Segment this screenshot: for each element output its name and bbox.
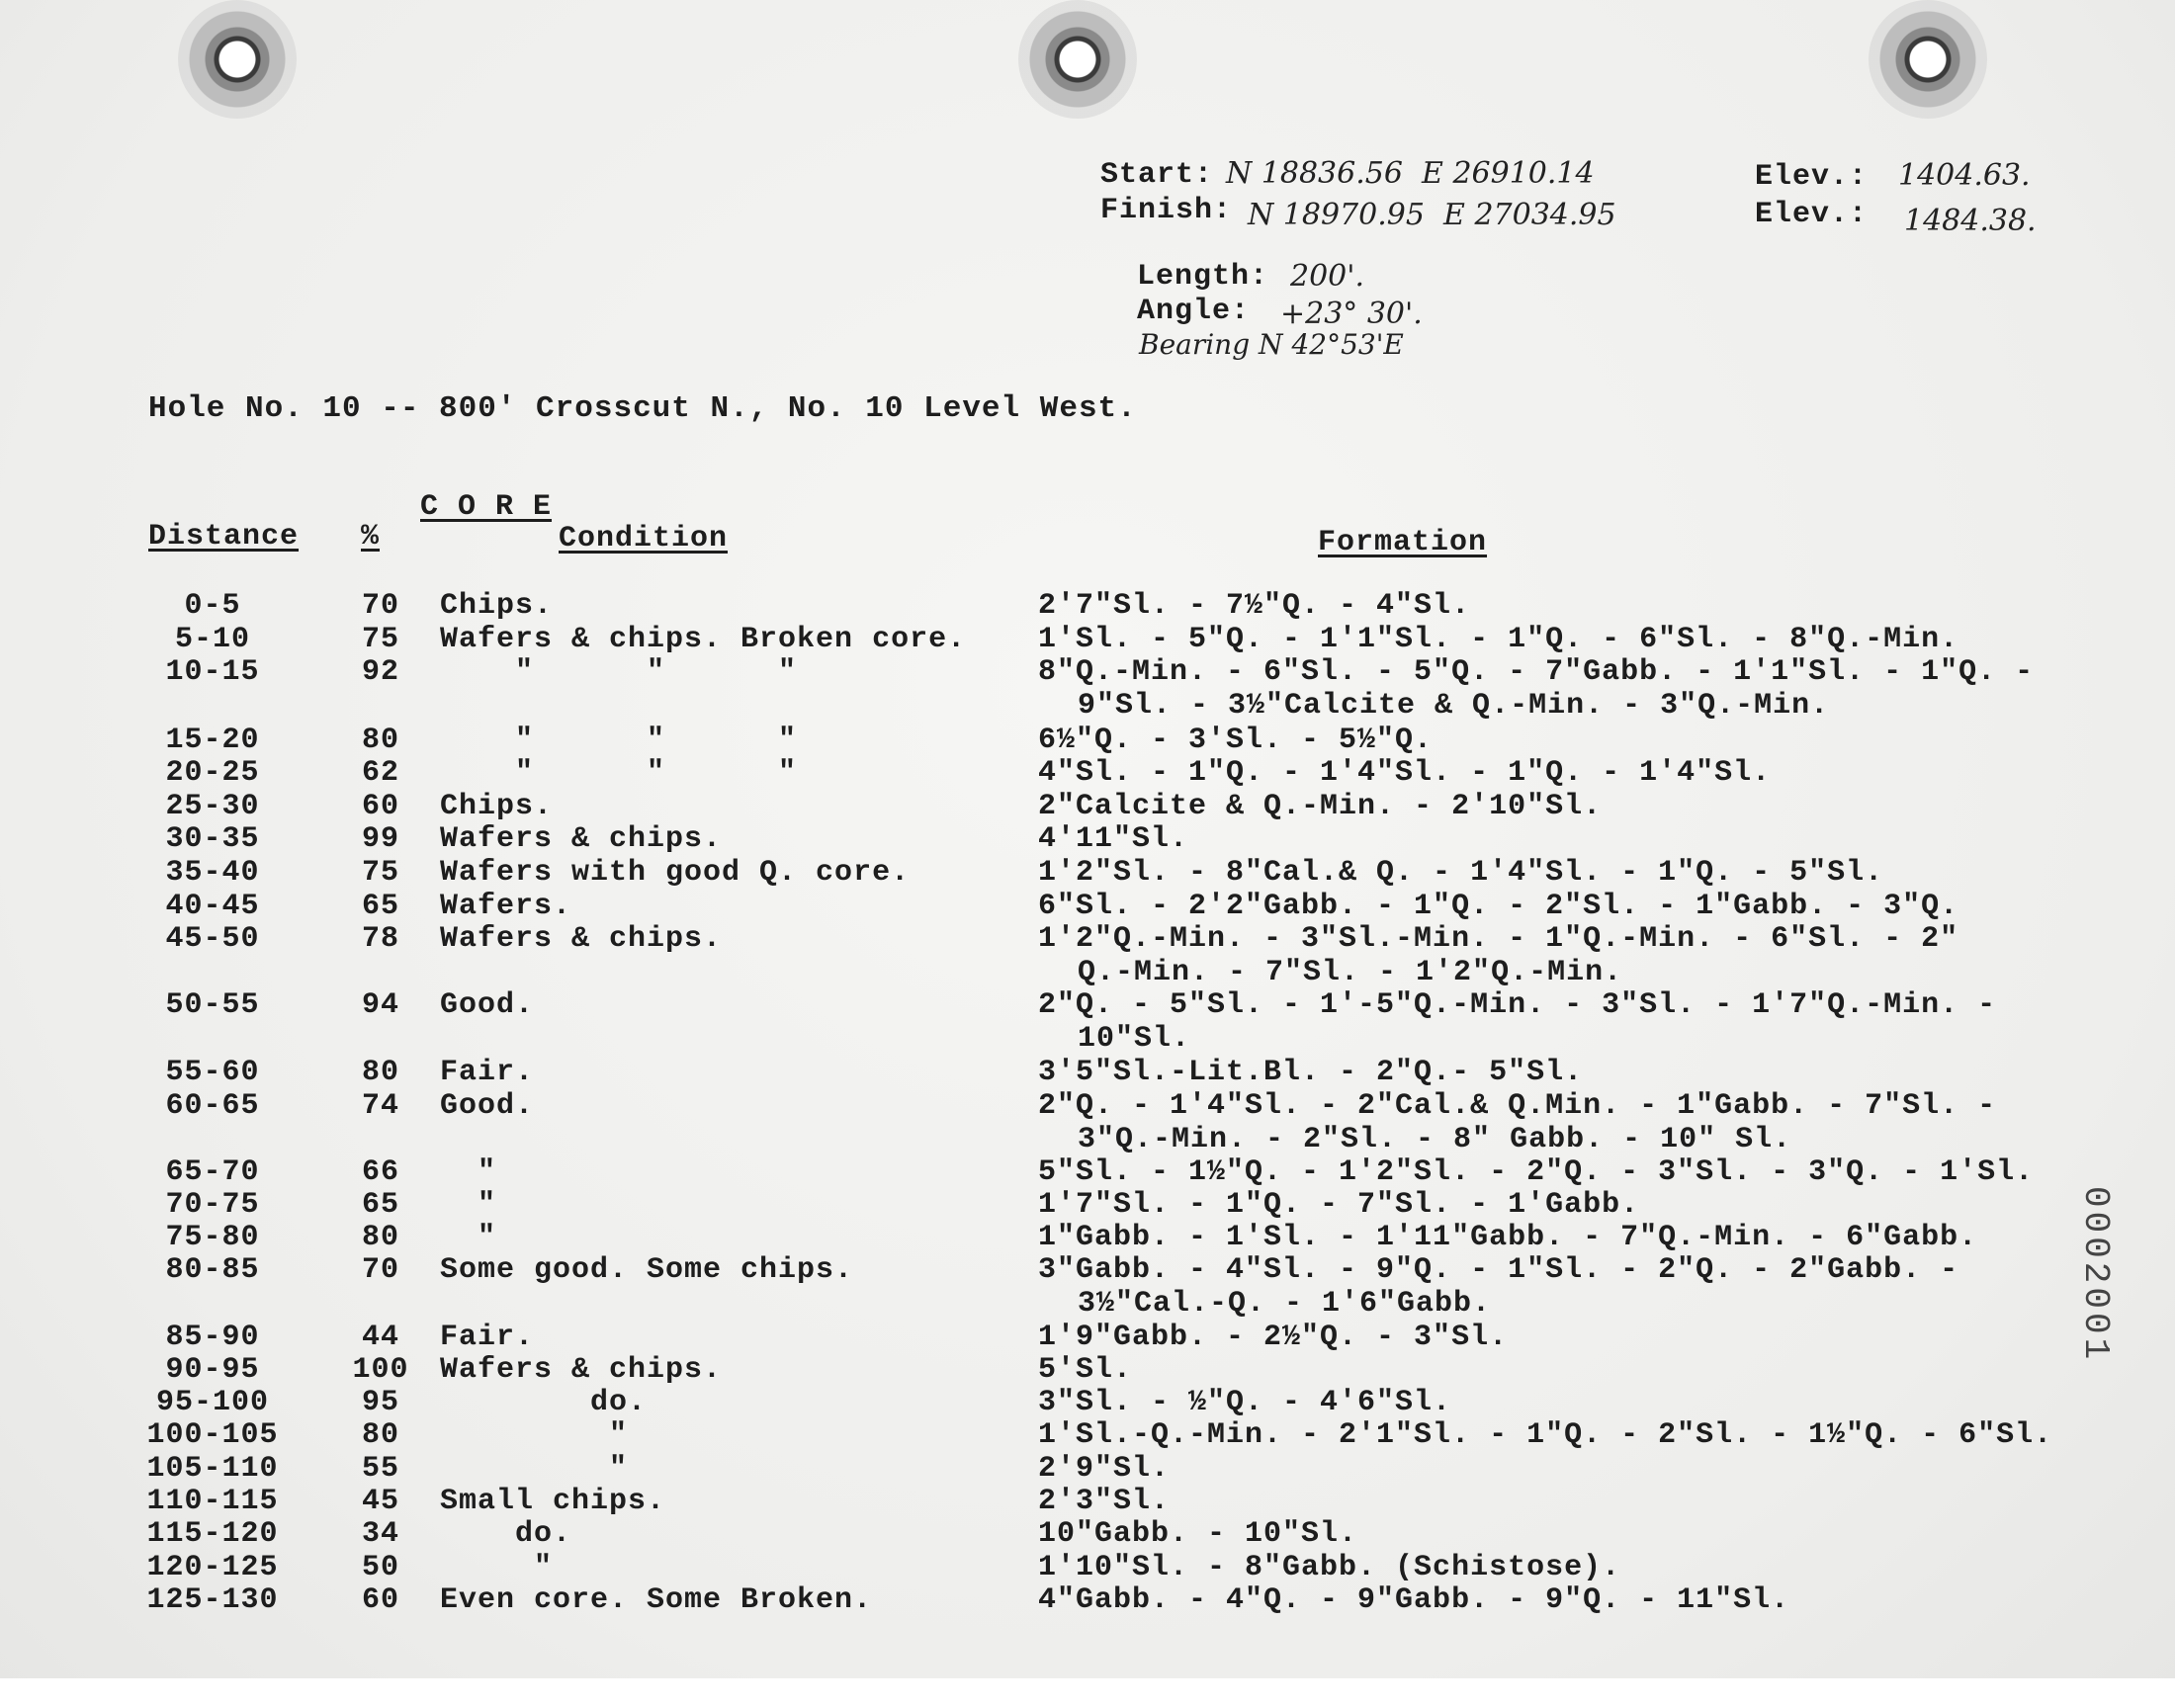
distance-cell: 115-120 [146,1517,279,1551]
formation-cell: 5'Sl. [1038,1353,1133,1387]
table-row [0,1452,2175,1486]
percent-cell: 78 [361,922,399,956]
elev-finish-label: Elev.: [1755,198,1869,231]
percent-cell: 55 [361,1452,399,1486]
distance-cell: 0-5 [184,589,241,623]
formation-header: Formation [1318,526,1488,559]
condition-cell: Wafers & chips. [440,822,723,856]
formation-cell: 2'3"Sl. [1038,1485,1171,1518]
formation-cell-continued: 3"Q.-Min. - 2"Sl. - 8" Gabb. - 10" Sl. [1078,1123,1792,1156]
bearing-note: Bearing N 42°53'E [1139,328,1404,361]
distance-header: Distance [148,520,300,554]
distance-cell: 25-30 [165,790,260,823]
condition-cell: Chips. [440,589,554,623]
table-row [0,790,2175,823]
formation-cell: 4"Sl. - 1"Q. - 1'4"Sl. - 1"Q. - 1'4"Sl. [1038,756,1772,790]
percent-cell: 60 [361,1583,399,1617]
condition-cell: Good. [440,1089,535,1123]
percent-header: % [361,520,381,554]
formation-cell: 2"Calcite & Q.-Min. - 2'10"Sl. [1038,790,1603,823]
formation-cell: 1'2"Q.-Min. - 3"Sl.-Min. - 1"Q.-Min. - 6"Sl. - 2" [1038,922,1959,956]
table-row [0,890,2175,923]
table-row [0,1089,2175,1156]
table-row [0,1056,2175,1089]
table-row [0,922,2175,989]
table-row [0,856,2175,890]
condition-cell: " [440,1155,497,1189]
condition-cell: " " " [440,655,798,689]
elev-start-label: Elev.: [1755,160,1869,194]
formation-cell: 1'9"Gabb. - 2½"Q. - 3"Sl. [1038,1321,1509,1354]
table-row [0,1221,2175,1254]
percent-cell: 44 [361,1321,399,1354]
formation-cell: 3"Sl. - ½"Q. - 4'6"Sl. [1038,1386,1452,1419]
condition-cell: Small chips. [440,1485,666,1518]
condition-cell: do. [440,1517,572,1551]
percent-cell: 60 [361,790,399,823]
condition-cell: Wafers with good Q. core. [440,856,911,890]
angle-label: Angle: [1137,295,1251,328]
condition-cell: " [440,1551,554,1584]
percent-cell: 65 [361,890,399,923]
table-row [0,589,2175,623]
formation-cell: 2'7"Sl. - 7½"Q. - 4"Sl. [1038,589,1471,623]
distance-cell: 15-20 [165,724,260,757]
formation-cell: 1'Sl. - 5"Q. - 1'1"Sl. - 1"Q. - 6"Sl. - 8"Q.-Min. [1038,623,1959,656]
distance-cell: 105-110 [146,1452,279,1486]
punch-hole-center [1018,0,1137,119]
distance-cell: 125-130 [146,1583,279,1617]
formation-cell: 1'7"Sl. - 1"Q. - 7"Sl. - 1'Gabb. [1038,1188,1640,1222]
formation-cell: 2"Q. - 1'4"Sl. - 2"Cal.& Q.Min. - 1"Gabb. - 7"Sl. - [1038,1089,1997,1123]
length-value: 200'. [1290,259,1365,294]
distance-cell: 50-55 [165,988,260,1022]
formation-cell: 3"Gabb. - 4"Sl. - 9"Q. - 1"Sl. - 2"Q. - 2"Gabb. - [1038,1253,1959,1287]
distance-cell: 95-100 [155,1386,270,1419]
table-row [0,1583,2175,1617]
formation-cell: 1'2"Sl. - 8"Cal.& Q. - 1'4"Sl. - 1"Q. - 5"Sl. [1038,856,1884,890]
percent-cell: 74 [361,1089,399,1123]
formation-cell-continued: Q.-Min. - 7"Sl. - 1'2"Q.-Min. [1078,956,1623,989]
percent-cell: 99 [361,822,399,856]
table-row [0,1551,2175,1584]
percent-cell: 65 [361,1188,399,1222]
percent-cell: 100 [352,1353,409,1387]
finish-value: N 18970.95 E 27034.95 [1248,198,1616,232]
distance-cell: 80-85 [165,1253,260,1287]
formation-cell: 2'9"Sl. [1038,1452,1171,1486]
condition-cell: Wafers & chips. [440,922,723,956]
formation-cell: 6"Sl. - 2'2"Gabb. - 1"Q. - 2"Sl. - 1"Gabb. - 3"Q. [1038,890,1959,923]
punch-hole-right [1869,0,1987,119]
formation-cell-continued: 3½"Cal.-Q. - 1'6"Gabb. [1078,1287,1492,1321]
percent-cell: 80 [361,1418,399,1452]
distance-cell: 5-10 [174,623,250,656]
condition-cell: Some good. Some chips. [440,1253,854,1287]
formation-cell: 1'10"Sl. - 8"Gabb. (Schistose). [1038,1551,1621,1584]
condition-cell: " " " [440,724,798,757]
condition-cell: " [440,1452,629,1486]
table-row [0,1321,2175,1354]
percent-cell: 80 [361,1056,399,1089]
percent-cell: 66 [361,1155,399,1189]
formation-cell: 4'11"Sl. [1038,822,1189,856]
table-row [0,756,2175,790]
table-row [0,1517,2175,1551]
table-row [0,1188,2175,1222]
formation-cell: 4"Gabb. - 4"Q. - 9"Gabb. - 9"Q. - 11"Sl. [1038,1583,1790,1617]
condition-cell: Wafers & chips. Broken core. [440,623,967,656]
table-row [0,988,2175,1056]
formation-cell: 6½"Q. - 3'Sl. - 5½"Q. [1038,724,1434,757]
formation-cell-continued: 10"Sl. [1078,1022,1191,1056]
table-row [0,1485,2175,1518]
distance-cell: 10-15 [165,655,260,689]
table-row [0,724,2175,757]
distance-cell: 75-80 [165,1221,260,1254]
percent-cell: 75 [361,623,399,656]
distance-cell: 40-45 [165,890,260,923]
condition-header: Condition [559,522,729,555]
percent-cell: 95 [361,1386,399,1419]
formation-cell: 8"Q.-Min. - 6"Sl. - 5"Q. - 7"Gabb. - 1'1"Sl. - 1"Q. - [1038,655,2035,689]
formation-cell: 1'Sl.-Q.-Min. - 2'1"Sl. - 1"Q. - 2"Sl. - 1½"Q. - 6"Sl. [1038,1418,2053,1452]
start-value: N 18836.56 E 26910.14 [1226,156,1595,191]
percent-cell: 80 [361,724,399,757]
condition-cell: " [440,1188,497,1222]
table-row [0,822,2175,856]
condition-cell: Wafers & chips. [440,1353,723,1387]
condition-cell: do. [440,1386,648,1419]
table-row [0,1253,2175,1321]
condition-cell: " [440,1221,497,1254]
percent-cell: 70 [361,589,399,623]
document-title: Hole No. 10 -- 800' Crosscut N., No. 10 Level West. [148,391,1137,426]
scan-border [0,1678,2175,1708]
percent-cell: 80 [361,1221,399,1254]
formation-cell: 5"Sl. - 1½"Q. - 1'2"Sl. - 2"Q. - 3"Sl. - 3"Q. - 1'Sl. [1038,1155,2035,1189]
distance-cell: 35-40 [165,856,260,890]
condition-cell: Fair. [440,1321,535,1354]
start-label: Start: [1100,158,1214,192]
distance-cell: 60-65 [165,1089,260,1123]
table-row [0,1353,2175,1387]
distance-cell: 90-95 [165,1353,260,1387]
punch-hole-left [178,0,297,119]
distance-cell: 70-75 [165,1188,260,1222]
percent-cell: 45 [361,1485,399,1518]
percent-cell: 70 [361,1253,399,1287]
formation-cell: 1"Gabb. - 1'Sl. - 1'11"Gabb. - 7"Q.-Min. - 6"Gabb. [1038,1221,1978,1254]
percent-cell: 62 [361,756,399,790]
table-row [0,1155,2175,1189]
distance-cell: 55-60 [165,1056,260,1089]
condition-cell: Wafers. [440,890,572,923]
condition-cell: Good. [440,988,535,1022]
formation-cell: 10"Gabb. - 10"Sl. [1038,1517,1358,1551]
core-header: C O R E [420,490,553,524]
percent-cell: 92 [361,655,399,689]
table-row [0,1386,2175,1419]
condition-cell: Even core. Some Broken. [440,1583,873,1617]
length-label: Length: [1137,260,1269,294]
elev-start-value: 1404.63. [1898,158,2031,193]
formation-cell: 2"Q. - 5"Sl. - 1'-5"Q.-Min. - 3"Sl. - 1'7"Q.-Min. - [1038,988,1997,1022]
condition-cell: " [440,1418,629,1452]
distance-cell: 30-35 [165,822,260,856]
distance-cell: 110-115 [146,1485,279,1518]
formation-cell-continued: 9"Sl. - 3½"Calcite & Q.-Min. - 3"Q.-Min. [1078,689,1830,723]
angle-value: +23° 30'. [1280,297,1423,331]
distance-cell: 20-25 [165,756,260,790]
condition-cell: Chips. [440,790,554,823]
table-row [0,655,2175,723]
condition-cell: Fair. [440,1056,535,1089]
percent-cell: 34 [361,1517,399,1551]
distance-cell: 65-70 [165,1155,260,1189]
condition-cell: " " " [440,756,798,790]
table-row [0,623,2175,656]
document-number-stamp: 0002001 [2075,1186,2116,1364]
formation-cell: 3'5"Sl.-Lit.Bl. - 2"Q.- 5"Sl. [1038,1056,1584,1089]
distance-cell: 100-105 [146,1418,279,1452]
distance-cell: 120-125 [146,1551,279,1584]
elev-finish-value: 1484.38. [1904,204,2037,238]
table-row [0,1418,2175,1452]
distance-cell: 45-50 [165,922,260,956]
finish-label: Finish: [1100,194,1233,227]
percent-cell: 94 [361,988,399,1022]
percent-cell: 75 [361,856,399,890]
distance-cell: 85-90 [165,1321,260,1354]
percent-cell: 50 [361,1551,399,1584]
